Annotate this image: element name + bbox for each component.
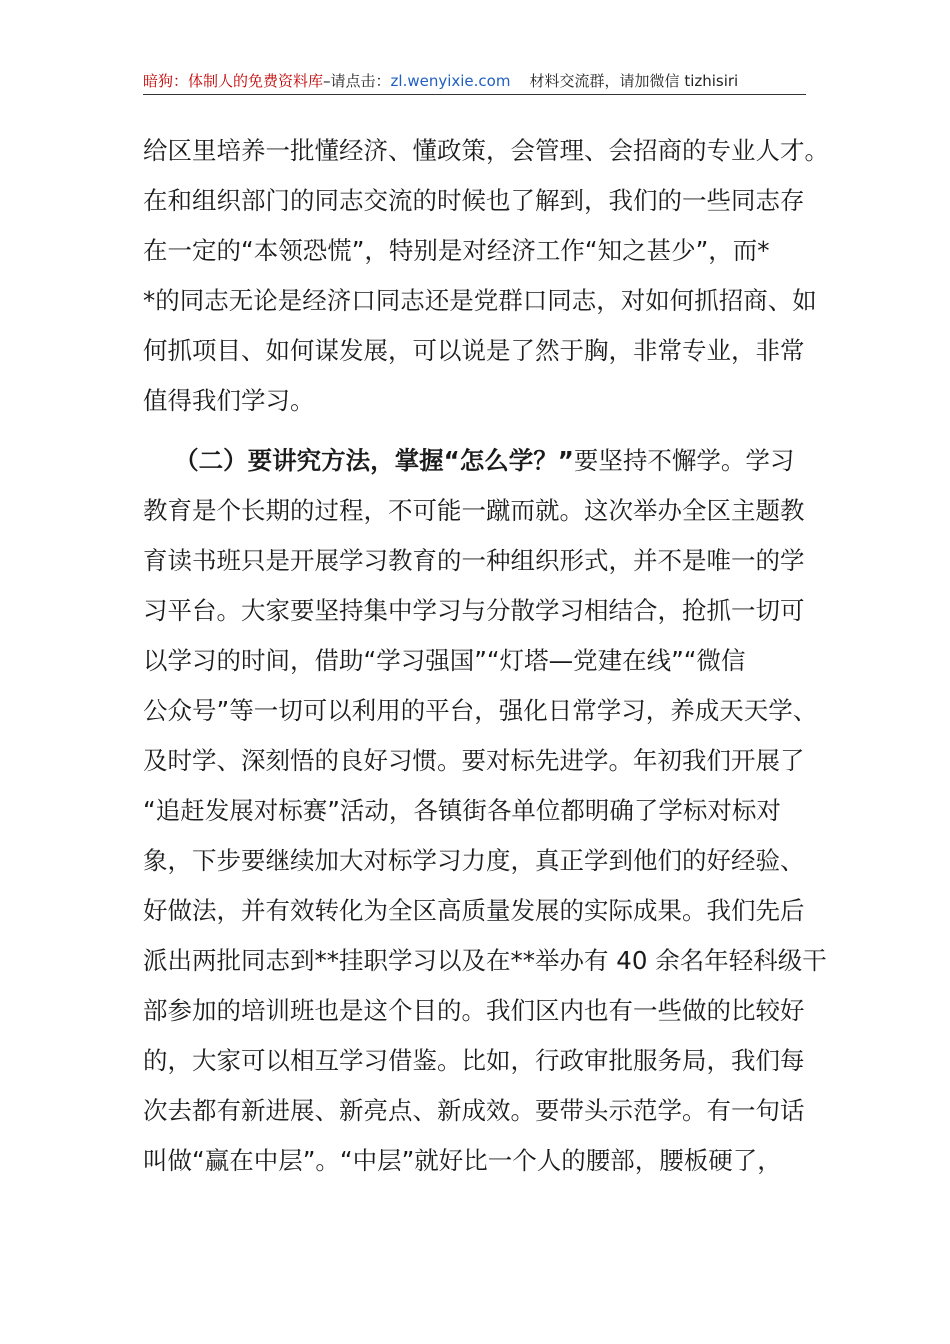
text-line: 教育是个长期的过程，不可能一蹴而就。这次举办全区主题教 <box>143 496 805 525</box>
text-line: 好做法，并有效转化为全区高质量发展的实际成果。我们先后 <box>143 896 805 925</box>
text-line: 给区里培养一批懂经济、懂政策，会管理、会招商的专业人才。 <box>143 136 829 165</box>
text-line: 在一定的“本领恐慌”，特别是对经济工作“知之甚少”，而* <box>143 236 770 265</box>
header-click-prefix: –请点击： <box>323 72 391 90</box>
text-line: 习平台。大家要坚持集中学习与分散学习相结合，抢抓一切可 <box>143 596 805 625</box>
heading-trailing-text: 要坚持不懈学。学习 <box>573 446 795 475</box>
page-header <box>143 70 806 94</box>
header-url-link[interactable]: zl.wenyixie.com <box>390 72 511 90</box>
header-wechat-note <box>510 72 738 90</box>
header-wechat-text: 材料交流群，请加微信 tizhisiri <box>529 72 739 90</box>
document-body <box>143 126 829 1186</box>
text-line: 次去都有新进展、新亮点、新成效。要带头示范学。有一句话 <box>143 1096 805 1125</box>
text-line: 公众号”等一切可以利用的平台，强化日常学习，养成天天学、 <box>143 696 818 725</box>
header-brand: 暗狗：体制人的免费资料库 <box>143 72 324 90</box>
paragraph-2 <box>143 436 827 1186</box>
paragraph-gap <box>143 426 823 436</box>
paragraph-2-first-line <box>143 436 823 486</box>
section-heading: （二）要讲究方法，掌握“怎么学？” <box>174 446 574 475</box>
text-line: *的同志无论是经济口同志还是党群口同志，对如何抓招商、如 <box>143 286 817 315</box>
text-line: “追赶发展对标赛”活动，各镇街各单位都明确了学标对标对 <box>143 796 781 825</box>
header-divider <box>143 94 806 95</box>
text-line: 何抓项目、如何谋发展，可以说是了然于胸，非常专业，非常 <box>143 336 805 365</box>
text-line: 及时学、深刻悟的良好习惯。要对标先进学。年初我们开展了 <box>143 746 805 775</box>
text-line: 派出两批同志到**挂职学习以及在**举办有 40 余名年轻科级干 <box>143 946 827 975</box>
text-line: 部参加的培训班也是这个目的。我们区内也有一些做的比较好 <box>143 996 805 1025</box>
paragraph-1 <box>143 126 829 426</box>
indent-space <box>143 446 174 475</box>
text-line: 育读书班只是开展学习教育的一种组织形式，并不是唯一的学 <box>143 546 805 575</box>
text-line: 在和组织部门的同志交流的时候也了解到，我们的一些同志存 <box>143 186 805 215</box>
text-line: 叫做“赢在中层”。“中层”就好比一个人的腰部，腰板硬了， <box>143 1146 782 1175</box>
text-line: 象，下步要继续加大对标学习力度，真正学到他们的好经验、 <box>143 846 805 875</box>
text-line: 值得我们学习。 <box>143 386 315 415</box>
text-line: 的，大家可以相互学习借鉴。比如，行政审批服务局，我们每 <box>143 1046 805 1075</box>
text-line: 以学习的时间，借助“学习强国”“灯塔—党建在线”“微信 <box>143 646 746 675</box>
